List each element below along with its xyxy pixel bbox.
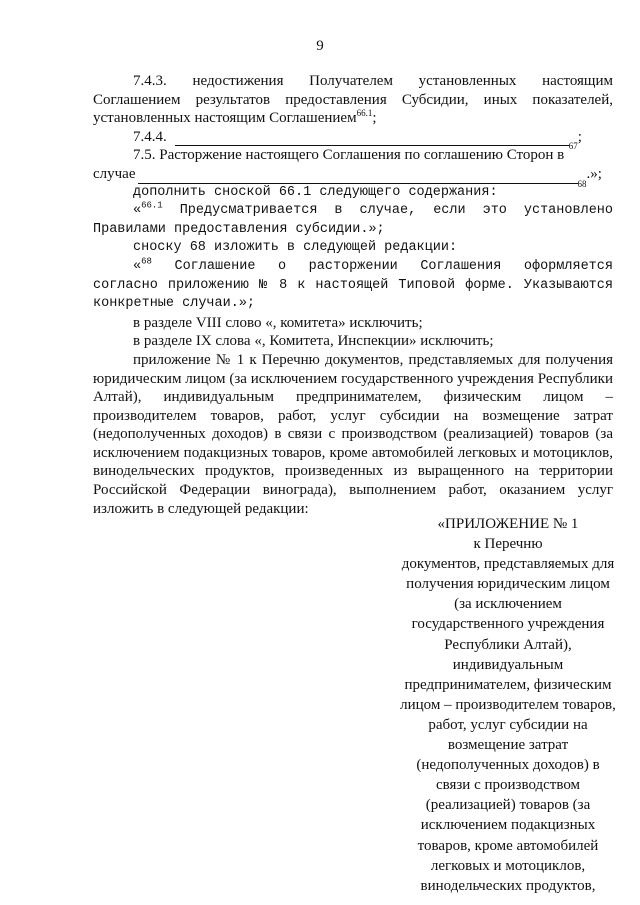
blank-line: [138, 171, 578, 184]
clause-7-4-4-end: ;: [577, 128, 582, 145]
footnote-68-intro: сноску 68 изложить в следующей редакции:: [133, 240, 458, 256]
clause-7-4-4: 7.4.4. 67 ;: [133, 128, 582, 152]
appendix-line: к Перечню: [473, 536, 543, 553]
appendix-line: (за исключением: [454, 596, 562, 613]
clause-7-4-3-text: 7.4.3. недостижения Получателем установленных настоящим Соглашением результатов предоставления Субсидии, иных показателей, установленных настоящим Соглашением: [93, 73, 613, 127]
appendix-line: документов, представляемых для: [401, 556, 615, 573]
blank-line: [175, 133, 569, 146]
appendix-line: товаров, кроме автомобилей: [417, 837, 599, 854]
appendix-line: лицом – производителем товаров,: [400, 696, 616, 713]
clause-7-5-line2: случае 68 .»;: [93, 165, 602, 189]
clause-7-5-end: .»;: [586, 165, 602, 182]
appendix-intro: приложение № 1 к Перечню документов, представляемых для получения юридическим лицом (за исключением государственного учреждения Республики Алтай), индивидуальным предпринимателем, физическим лицом – производителем товаров, работ, услуг субсидии на возмещение затрат (недополученных доходов) в связи с производством (реализацией) товаров (за исключением подакцизных товаров, кроме автомобилей легковых и мотоциклов, винодельческих продуктов, произведенных из выращенного на территории Российской Федерации винограда), выполнением работ, оказанием услуг изложить в следующей редакции:: [93, 351, 613, 517]
clause-7-4-3-end: ;: [372, 110, 377, 127]
clause-7-4-4-label: 7.4.4.: [133, 128, 167, 145]
appendix-line: предпринимателем, физическим: [404, 676, 612, 693]
appendix-line: Республики Алтай),: [444, 636, 572, 653]
appendix-line: исключением подакцизных: [420, 817, 596, 834]
clause-7-5-text: 7.5. Расторжение настоящего Соглашения по соглашению Сторон в: [133, 147, 565, 164]
clause-7-4-3: [93, 72, 613, 128]
quote-open: «: [133, 258, 142, 274]
footnote-68-text: Соглашение о расторжении Соглашения оформляется согласно приложению № 8 к настоящей Типовой форме. Указываются конкретные случаи.»;: [93, 258, 613, 312]
clause-7-5: [93, 146, 613, 165]
appendix-line: государственного учреждения: [411, 616, 605, 633]
appendix-line: винодельческих продуктов,: [420, 877, 596, 894]
footnote-intro: дополнить сноской 66.1 следующего содержания:: [133, 184, 498, 200]
footnote-ref: 66.1: [356, 108, 373, 119]
appendix-header-block: [388, 514, 628, 896]
appendix-line: работ, услуг субсидии на: [428, 716, 588, 733]
section-9-change: в разделе IX слова «, Комитета, Инспекции» исключить;: [133, 333, 494, 350]
footnote-68: [93, 258, 613, 314]
footnote-ref: 66.1: [141, 200, 163, 211]
appendix-line: легковых и мотоциклов,: [430, 857, 586, 874]
appendix-line: получения юридическим лицом: [406, 576, 610, 593]
appendix-line: индивидуальным: [452, 656, 564, 673]
section-8-change: в разделе VIII слово «, комитета» исключить;: [133, 314, 423, 331]
document-body: [93, 72, 613, 518]
appendix-line: (реализацией) товаров (за: [425, 797, 591, 814]
footnote-66-1: [93, 202, 613, 239]
appendix-line: (недополученных доходов) в: [416, 757, 600, 774]
appendix-line: возмещение затрат: [447, 737, 569, 754]
appendix-line: связи с производством: [435, 777, 581, 794]
footnote-ref: 68: [141, 256, 152, 267]
quote-open: «: [133, 203, 142, 219]
appendix-line: «ПРИЛОЖЕНИЕ № 1: [437, 516, 579, 532]
clause-7-5-case: случае: [93, 165, 136, 182]
footnote-66-1-text: Предусматривается в случае, если это установлено Правилами предоставления субсидии.»;: [93, 203, 613, 237]
page-number: 9: [316, 38, 324, 54]
